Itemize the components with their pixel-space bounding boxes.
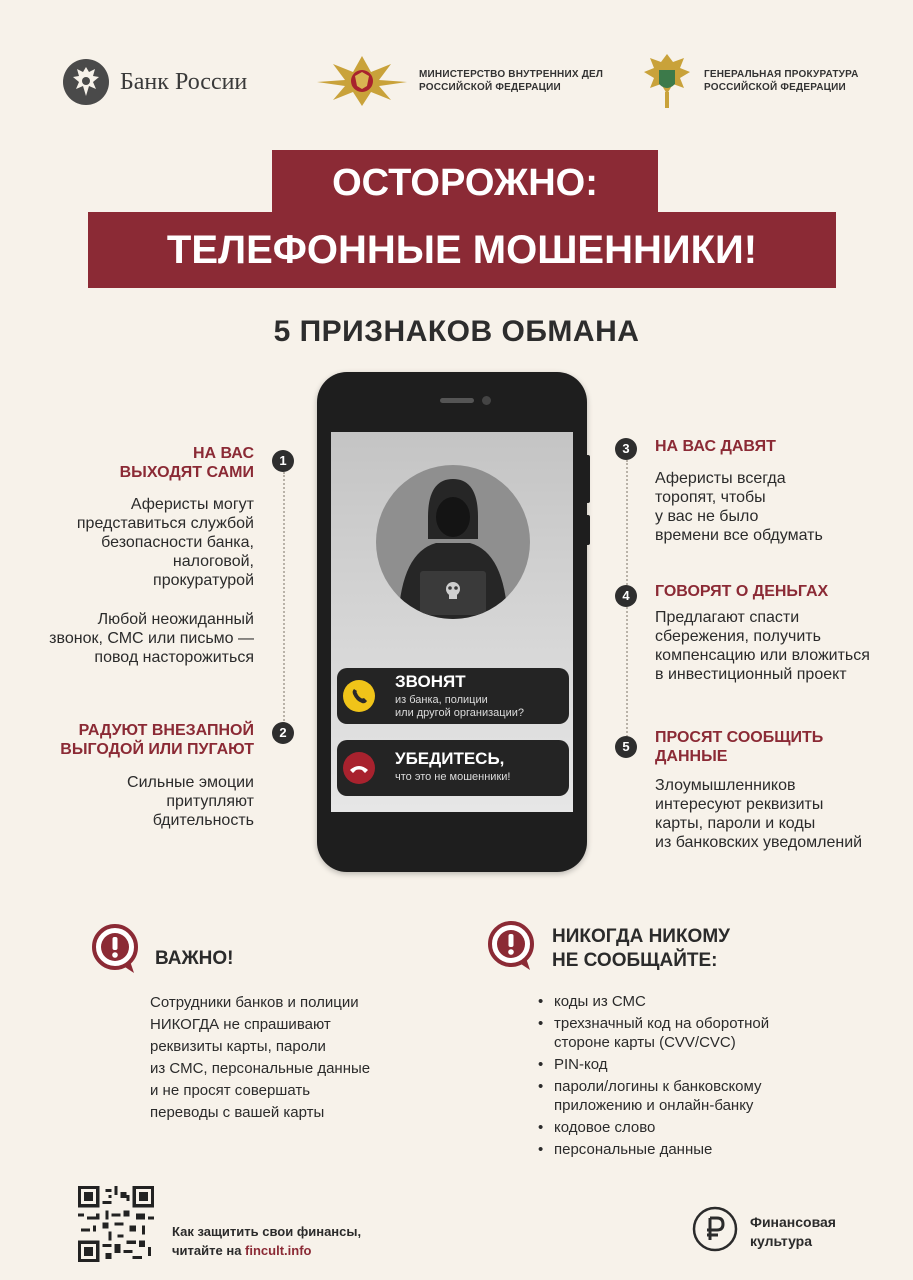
fincult-link[interactable]: fincult.info <box>245 1243 312 1258</box>
sign5-heading-line: ДАННЫЕ <box>655 748 728 765</box>
warning-bubble-icon <box>90 923 142 975</box>
sign1-extra-line: повод насторожиться <box>94 649 254 666</box>
list-item-line: • кодовое слово <box>554 1119 656 1136</box>
sign4-text-line: в инвестиционный проект <box>655 666 847 683</box>
important-line: из СМС, персональные данные <box>150 1060 371 1077</box>
prosecutor-name-line1: ГЕНЕРАЛЬНАЯ ПРОКУРАТУРА <box>704 69 859 80</box>
sign5-heading-line: ПРОСЯТ СООБЩИТЬ <box>655 729 824 746</box>
sign4-text-line: компенсацию или вложиться <box>655 647 870 664</box>
sign5-text-line: интересуют реквизиты <box>655 796 824 813</box>
important-line: реквизиты карты, пароли <box>150 1038 326 1055</box>
sign5-text <box>655 776 862 852</box>
sign4-text <box>655 608 870 684</box>
mvd-name-line2: РОССИЙСКОЙ ФЕДЕРАЦИИ <box>419 82 561 93</box>
list-item-line: стороне карты (CVV/CVC) <box>554 1034 736 1051</box>
sign4-heading <box>655 582 828 601</box>
call1-sub-line1: из банка, полиции <box>395 694 488 706</box>
important-line: Сотрудники банков и полиции <box>150 994 359 1011</box>
sign1-heading-line: НА ВАС <box>192 445 254 462</box>
sign2-text-line: бдительность <box>152 812 254 829</box>
sign3-text-line: у вас не было <box>655 508 759 525</box>
sign2-text <box>127 773 254 830</box>
bank-of-russia-emblem-icon <box>62 58 110 106</box>
title-line2: ТЕЛЕФОННЫЕ МОШЕННИКИ! <box>88 212 836 288</box>
sign4-text-line: сбережения, получить <box>655 628 821 645</box>
brand-line1: Финансовая <box>750 1214 836 1230</box>
list-item-line: • пароли/логины к банковскому <box>554 1078 762 1095</box>
sign-number-3: 3 <box>615 438 637 460</box>
warning-bubble-icon <box>486 920 538 972</box>
never-tell-heading-line: НИКОГДА НИКОМУ <box>552 926 730 947</box>
sign5-text-line: из банковских уведомлений <box>655 834 863 851</box>
sign2-heading <box>60 721 254 759</box>
phone-camera <box>482 396 491 405</box>
sign2-heading-line: ВЫГОДОЙ ИЛИ ПУГАЮТ <box>60 741 254 758</box>
sign1-text-line: прокуратурой <box>153 572 254 589</box>
sign1-text-extra <box>49 610 254 667</box>
list-item <box>536 1055 769 1074</box>
hooded-hacker-icon <box>376 465 530 619</box>
title-line1: ОСТОРОЖНО: <box>272 150 658 216</box>
sign1-heading-line: ВЫХОДЯТ САМИ <box>119 464 254 481</box>
left-dotted-line <box>283 472 285 724</box>
sign1-text <box>77 495 254 590</box>
sign1-extra-line: Любой неожиданный <box>97 611 254 628</box>
sign1-heading <box>120 444 254 482</box>
important-line: переводы с вашей карты <box>150 1104 325 1121</box>
footer-line1: Как защитить свои финансы, <box>172 1224 362 1239</box>
sign2-text-line: притупляют <box>166 793 254 810</box>
list-item <box>536 1118 769 1137</box>
sign4-heading-line: ГОВОРЯТ О ДЕНЬГАХ <box>655 583 829 600</box>
sign5-text-line: Злоумышленников <box>655 777 796 794</box>
important-text <box>150 992 370 1124</box>
sign5-heading <box>655 728 823 766</box>
prosecutor-logo <box>640 52 859 110</box>
phone-decline-icon <box>343 752 375 784</box>
brand-line2: культура <box>750 1233 813 1249</box>
sign3-heading-line: НА ВАС ДАВЯТ <box>655 438 776 455</box>
sign-number-2: 2 <box>272 722 294 744</box>
list-item <box>536 1077 769 1115</box>
prosecutor-emblem-icon <box>640 52 694 110</box>
sign3-text-line: торопят, чтобы <box>655 489 766 506</box>
sign1-text-line: безопасности банка, <box>101 534 254 551</box>
call2-title: УБЕДИТЕСЬ, <box>395 749 505 768</box>
sign1-text-line: налоговой, <box>172 553 254 570</box>
mvd-name-line1: МИНИСТЕРСТВО ВНУТРЕННИХ ДЕЛ <box>419 69 604 80</box>
list-item-line: • персональные данные <box>554 1141 713 1158</box>
bank-of-russia-logo <box>62 58 247 106</box>
call1-title: ЗВОНЯТ <box>395 672 466 691</box>
financial-culture-brand <box>750 1213 836 1251</box>
list-item <box>536 1140 769 1159</box>
phone-answer-icon <box>343 680 375 712</box>
sign-number-5: 5 <box>615 736 637 758</box>
never-tell-heading-line: НЕ СООБЩАЙТЕ: <box>552 950 718 971</box>
list-item-line: • коды из СМС <box>554 993 646 1010</box>
sign3-text <box>655 469 823 545</box>
sign3-text-line: времени все обдумать <box>655 527 823 544</box>
never-tell-heading <box>552 925 730 973</box>
mvd-emblem-icon <box>315 54 409 108</box>
sign1-text-line: представиться службой <box>76 515 254 532</box>
mvd-logo <box>315 54 603 108</box>
sign-number-4: 4 <box>615 585 637 607</box>
ruble-icon <box>692 1206 738 1252</box>
important-heading: ВАЖНО! <box>155 948 234 969</box>
never-tell-list <box>536 992 769 1162</box>
list-item-line: приложению и онлайн-банку <box>554 1097 754 1114</box>
sign5-text-line: карты, пароли и коды <box>655 815 816 832</box>
important-line: и не просят совершать <box>150 1082 311 1099</box>
list-item-line: • PIN-код <box>554 1056 608 1073</box>
important-line: НИКОГДА не спрашивают <box>150 1016 331 1033</box>
prosecutor-name-line2: РОССИЙСКОЙ ФЕДЕРАЦИИ <box>704 82 846 93</box>
bank-of-russia-name: Банк России <box>120 68 248 95</box>
sign3-text-line: Аферисты всегда <box>655 470 786 487</box>
sign2-heading-line: РАДУЮТ ВНЕЗАПНОЙ <box>78 722 254 739</box>
subtitle: 5 ПРИЗНАКОВ ОБМАНА <box>273 315 640 348</box>
phone-side-button <box>585 455 590 503</box>
mvd-name <box>419 68 603 94</box>
footer-line2-prefix: читайте на <box>172 1243 246 1258</box>
sign-number-1: 1 <box>272 450 294 472</box>
call1-sub-line2: или другой организации? <box>395 707 524 719</box>
footer-text <box>172 1222 361 1260</box>
sign1-extra-line: звонок, СМС или письмо — <box>49 630 254 647</box>
sign4-text-line: Предлагают спасти <box>655 609 800 626</box>
list-item <box>536 992 769 1011</box>
phone-side-button <box>585 515 590 545</box>
phone-speaker <box>440 398 474 403</box>
sign3-heading <box>655 437 776 456</box>
list-item <box>536 1014 769 1052</box>
sign1-text-line: Аферисты могут <box>130 496 254 513</box>
footer-line2 <box>172 1241 361 1260</box>
list-item-line: • трехзначный код на оборотной <box>554 1015 770 1032</box>
qr-code-icon[interactable] <box>78 1186 154 1262</box>
prosecutor-name <box>704 68 859 94</box>
call2-sub-line1: что это не мошенники! <box>395 771 511 783</box>
sign2-text-line: Сильные эмоции <box>127 774 254 791</box>
